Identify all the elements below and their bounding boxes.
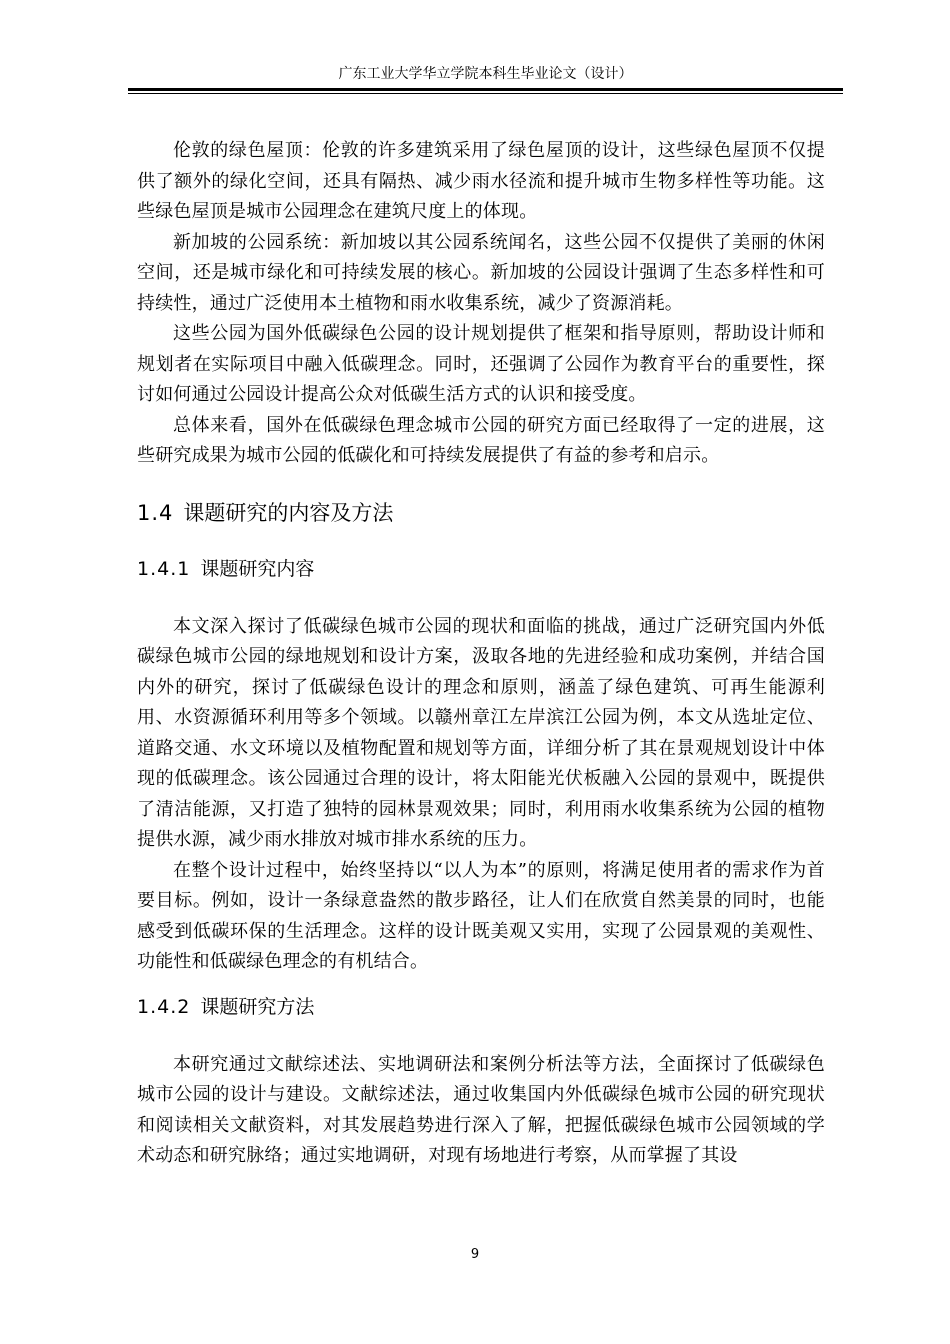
subsection-number: 1.4.1 [137, 557, 191, 580]
paragraph: 在整个设计过程中，始终坚持以“以人为本”的原则，将满足使用者的需求作为首要目标。例如，设计一条绿意盎然的散步路径，让人们在欣赏自然美景的同时，也能感受到低碳环保的生活理念。这样的设计既美观又实用，实现了公园景观的美观性、功能性和低碳绿色理念的有机结合。 [137, 859, 825, 972]
header-rule-thin [128, 93, 843, 94]
running-header: 广东工业大学华立学院本科生毕业论文（设计） [338, 66, 633, 82]
paragraph: 伦敦的绿色屋顶：伦敦的许多建筑采用了绿色屋顶的设计，这些绿色屋顶不仅提供了额外的绿化空间，还具有隔热、减少雨水径流和提升城市生物多样性等功能。这些绿色屋顶是城市公园理念在建筑尺度上的体现。 [137, 140, 825, 222]
section-number: 1.4 [137, 500, 174, 525]
paragraph: 新加坡的公园系统：新加坡以其公园系统闻名，这些公园不仅提供了美丽的休闲空间，还是城市绿化和可持续发展的核心。新加坡的公园设计强调了生态多样性和可持续性，通过广泛使用本土植物和雨水收集系统，减少了资源消耗。 [137, 231, 825, 314]
paragraph: 总体来看，国外在低碳绿色理念城市公园的研究方面已经取得了一定的进展，这些研究成果为城市公园的低碳化和可持续发展提供了有益的参考和启示。 [137, 414, 825, 466]
subsection-number: 1.4.2 [137, 995, 191, 1018]
paragraph: 本文深入探讨了低碳绿色城市公园的现状和面临的挑战，通过广泛研究国内外低碳绿色城市公园的绿地规划和设计方案，汲取各地的先进经验和成功案例，并结合国内外的研究，探讨了低碳绿色设计的理念和原则，涵盖了绿色建筑、可再生能源利用、水资源循环利用等多个领域。以赣州章江左岸滨江公园为例，本文从选址定位、道路交通、水文环境以及植物配置和规划等方面，详细分析了其在景观规划设计中体现的低碳理念。该公园通过合理的设计，将太阳能光伏板融入公园的景观中，既提供了清洁能源，又打造了独特的园林景观效果；同时，利用雨水收集系统为公园的植物提供水源，减少雨水排放对城市排水系统的压力。 [137, 615, 825, 850]
subsection-heading-1-4-2 [137, 992, 825, 1022]
paragraph: 这些公园为国外低碳绿色公园的设计规划提供了框架和指导原则，帮助设计师和规划者在实际项目中融入低碳理念。同时，还强调了公园作为教育平台的重要性，探讨如何通过公园设计提高公众对低碳生活方式的认识和接受度。 [137, 323, 825, 405]
subsection-title: 课题研究内容 [200, 557, 315, 580]
header-rule-thick [128, 88, 843, 91]
subsection-heading-1-4-1 [137, 554, 825, 584]
paragraph: 本研究通过文献综述法、实地调研法和案例分析法等方法，全面探讨了低碳绿色城市公园的设计与建设。文献综述法，通过收集国内外低碳绿色城市公园的研究现状和阅读相关文献资料，对其发展趋势进行深入了解，把握低碳绿色城市公园领域的学术动态和研究脉络；通过实地调研，对现有场地进行考察，从而掌握了其设 [137, 1053, 825, 1166]
page-number: 9 [470, 1247, 480, 1262]
section-heading-1-4 [137, 498, 825, 528]
subsection-title: 课题研究方法 [200, 995, 315, 1018]
page-content [137, 136, 825, 1172]
section-title: 课题研究的内容及方法 [183, 500, 394, 525]
